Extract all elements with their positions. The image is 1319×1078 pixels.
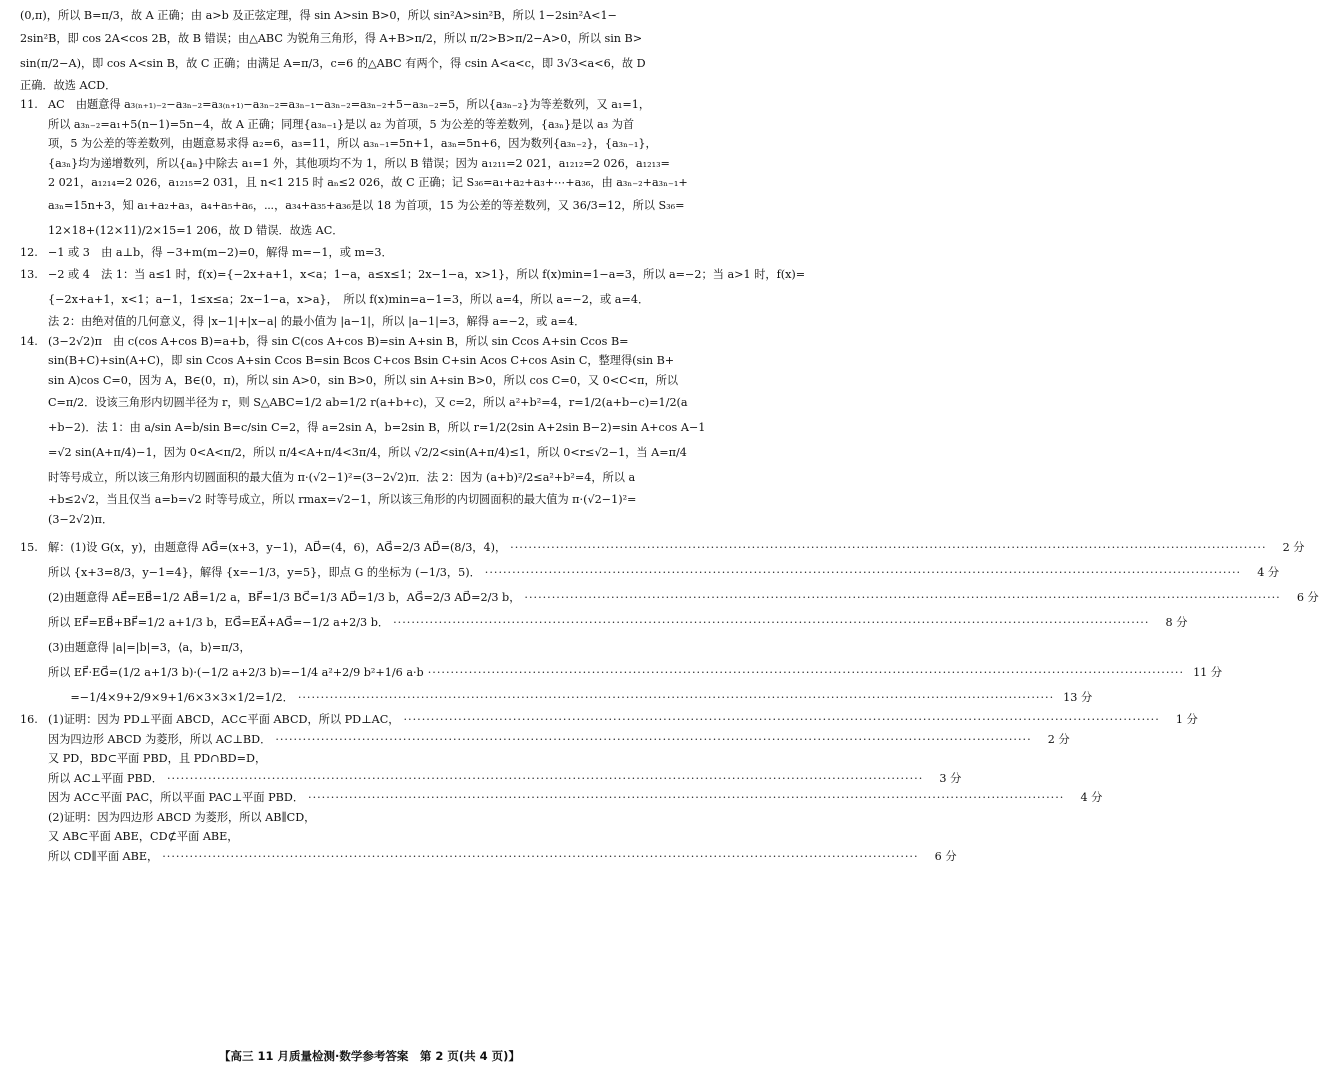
text-line: 12×18+(12×11)/2×15=1 206，故 D 错误．故选 AC． — [48, 223, 344, 237]
score-mark: 8 分 — [1165, 616, 1188, 629]
text-line: sin(B+C)+sin(A+C)，即 sin Ccos A+sin Ccos B=sin Bcos C+cos Bsin C+sin Acos C+cos Asin C，整理得(sin B+ — [48, 354, 675, 367]
scored-line: =−1/4×9+2/9×9+1/6×3×3×1/2=1/2． ····· 13 分 — [20, 685, 713, 710]
scored-line: 所以 CD∥平面 ABE， ····· 6 分 — [20, 847, 713, 867]
scored-line: 所以 {x+3=8/3，y−1=4}，解得 {x=−1/3，y=5}，即点 G 的坐标为 (−1/3，5)． ····· 4 分 — [20, 560, 713, 585]
score-mark: 6 分 — [1296, 591, 1319, 604]
scored-line: 所以 EF⃗·EG⃗=(1/2 a+1/3 b)·(−1/2 a+2/3 b)=−1/4 a²+2/9 b²+1/6 a·b ····· 11 分 — [20, 660, 713, 685]
score-mark: 11 分 — [1193, 666, 1223, 679]
score-mark: 4 分 — [1257, 566, 1280, 579]
text-line: (0,π)，所以 B=π/3，故 A 正确；由 a>b 及正弦定理，得 sin A>sin B>0，所以 sin²A>sin²B，所以 1−2sin²A<1− — [20, 9, 618, 22]
score-mark: 4 分 — [1080, 791, 1103, 804]
text-line: (3−2√2)π． — [48, 512, 114, 526]
question-11-line: 11. AC 由题意得 a₃₍ₙ₊₁₎₋₂−a₃ₙ₋₂=a₃₍ₙ₊₁₎−a₃ₙ₋₂=a₃ₙ₋₁−a₃ₙ₋₂=a₃ₙ₋₂+5−a₃ₙ₋₂=5，所以{a₃ₙ₋₂}为等差数列，又 a₁=1， — [20, 98, 651, 111]
text-line: sin A)cos C=0，因为 A，B∈(0，π)，所以 sin A>0，sin B>0，所以 sin A+sin B>0，所以 cos C=0，又 0<C<π，所以 — [48, 373, 679, 387]
text-line: +b−2)．法 1：由 a/sin A=b/sin B=c/sin C=2，得 a=2sin A，b=2sin B，所以 r=1/2(2sin A+2sin B−2)=sin A+cos A−1 — [48, 421, 706, 434]
page-footer: 【高三 11 月质量检测·数学参考答案 第 2 页(共 4 页)】 — [219, 1049, 520, 1063]
text-line: C=π/2．设该三角形内切圆半径为 r，则 S△ABC=1/2 ab=1/2 r(a+b+c)，又 c=2，所以 a²+b²=4，r=1/2(a+b−c)=1/2(a — [48, 396, 688, 409]
scored-line: 所以 EF⃗=EB⃗+BF⃗=1/2 a+1/3 b，EG⃗=EA⃗+AG⃗=−1/2 a+2/3 b． ····· 8 分 — [20, 610, 713, 635]
scored-line: (2)由题意得 AE⃗=EB⃗=1/2 AB⃗=1/2 a，BF⃗=1/3 BC⃗=1/3 AD⃗=1/3 b，AG⃗=2/3 AD⃗=2/3 b， ····· 6 分 — [20, 585, 713, 610]
score-mark: 3 分 — [939, 771, 962, 785]
scored-line: 因为四边形 ABCD 为菱形，所以 AC⊥BD． ····· 2 分 — [20, 730, 713, 750]
scored-line: 所以 AC⊥平面 PBD． ····· 3 分 — [20, 769, 713, 789]
text-line: a₃ₙ=15n+3，知 a₁+a₂+a₃，a₄+a₅+a₆，⋯，a₃₄+a₃₅+a₃₆是以 18 为首项，15 为公差的等差数列，又 36/3=12，所以 S₃₆= — [48, 198, 685, 212]
text-line: +b≤2√2，当且仅当 a=b=√2 时等号成立，所以 rmax=√2−1，所以该三角形的内切圆面积的最大值为 π·(√2−1)²= — [48, 493, 637, 506]
text-line: {−2x+a+1，x<1；a−1，1≤x≤a；2x−1−a，x>a}， 所以 f(x)min=a−1=3，所以 a=4，所以 a=−2，或 a=4． — [48, 293, 650, 306]
text-line: 又 AB⊂平面 ABE，CD⊄平面 ABE， — [48, 830, 239, 843]
question-15-line: 15. 解：(1)设 G(x，y)，由题意得 AG⃗=(x+3，y−1)，AD⃗=(4，6)，AG⃗=2/3 AD⃗=(8/3，4)， ····· 2 分 — [20, 535, 713, 560]
question-16-line: 16. (1)证明：因为 PD⊥平面 ABCD，AC⊂平面 ABCD，所以 PD⊥AC， ····· 1 分 — [20, 710, 713, 730]
text-line: 项，5 为公差的等差数列，由题意易求得 a₂=6，a₃=11，所以 a₃ₙ₋₁=5n+1，a₃ₙ=5n+6，因为数列{a₃ₙ₋₂}，{a₃ₙ₋₁}， — [48, 137, 657, 150]
answers-part-1 — [20, 6, 806, 529]
text-line: (3)由题意得 |a|=|b|=3，⟨a，b⟩=π/3， — [48, 641, 251, 654]
question-12-line: 12. −1 或 3 由 a⊥b，得 −3+m(m−2)=0，解得 m=−1，或 m=3． — [20, 245, 393, 259]
scored-line: 因为 AC⊂平面 PAC，所以平面 PAC⊥平面 PBD． ····· 4 分 — [20, 788, 713, 808]
score-mark: 1 分 — [1175, 713, 1198, 726]
score-mark: 2 分 — [1282, 541, 1305, 554]
answers-part-2 — [20, 535, 1319, 866]
question-13-line: 13. −2 或 4 法 1：当 a≤1 时，f(x)={−2x+a+1，x<a；1−a，a≤x≤1；2x−1−a，x>1}，所以 f(x)min=1−a=3，所以 a=−2；当 a>1 时，f(x)= — [20, 268, 806, 281]
text-line: {a₃ₙ}均为递增数列，所以{aₙ}中除去 a₁=1 外，其他项均不为 1，所以 B 错误；因为 a₁₂₁₁=2 021，a₁₂₁₂=2 026，a₁₂₁₃= — [48, 156, 670, 170]
text-line: (2)证明：因为四边形 ABCD 为菱形，所以 AB∥CD， — [48, 810, 316, 824]
text-line: 又 PD，BD⊂平面 PBD，且 PD∩BD=D， — [48, 752, 267, 765]
score-mark: 13 分 — [1063, 691, 1093, 704]
text-line: 正确．故选 ACD． — [20, 78, 117, 92]
text-line: sin(π/2−A)，即 cos A<sin B，故 C 正确；由满足 A=π/3，c=6 的△ABC 有两个，得 csin A<a<c，即 3√3<a<6，故 D — [20, 56, 646, 70]
text-line: 2sin²B，即 cos 2A<cos 2B，故 B 错误；由△ABC 为锐角三角形，得 A+B>π/2，所以 π/2>B>π/2−A>0，所以 sin B> — [20, 31, 643, 45]
text-line: =√2 sin(A+π/4)−1，因为 0<A<π/2，所以 π/4<A+π/4<3π/4，所以 √2/2<sin(A+π/4)≤1，所以 0<r≤√2−1，当 A=π/4 — [48, 446, 687, 459]
score-mark: 6 分 — [934, 849, 957, 863]
text-line: 所以 a₃ₙ₋₂=a₁+5(n−1)=5n−4，故 A 正确；同理{a₃ₙ₋₁}是以 a₂ 为首项，5 为公差的等差数列，{a₃ₙ}是以 a₃ 为首 — [48, 117, 635, 131]
question-14-line: 14. (3−2√2)π 由 c(cos A+cos B)=a+b，得 sin C(cos A+cos B)=sin A+sin B，所以 sin Ccos A+sin Ccos B= — [20, 334, 629, 348]
text-line: 时等号成立，所以该三角形内切圆面积的最大值为 π·(√2−1)²=(3−2√2)π．法 2：因为 (a+b)²/2≤a²+b²=4，所以 a — [48, 471, 636, 484]
text-line: 2 021，a₁₂₁₄=2 026，a₁₂₁₅=2 031，且 n<1 215 时 aₙ≤2 026，故 C 正确；记 S₃₆=a₁+a₂+a₃+⋯+a₃₆，由 a₃ₙ₋₂+a₃ₙ₋₁+ — [48, 176, 688, 189]
text-line: 法 2：由绝对值的几何意义，得 |x−1|+|x−a| 的最小值为 |a−1|，所以 |a−1|=3，解得 a=−2，或 a=4． — [48, 315, 586, 328]
score-mark: 2 分 — [1047, 732, 1070, 746]
